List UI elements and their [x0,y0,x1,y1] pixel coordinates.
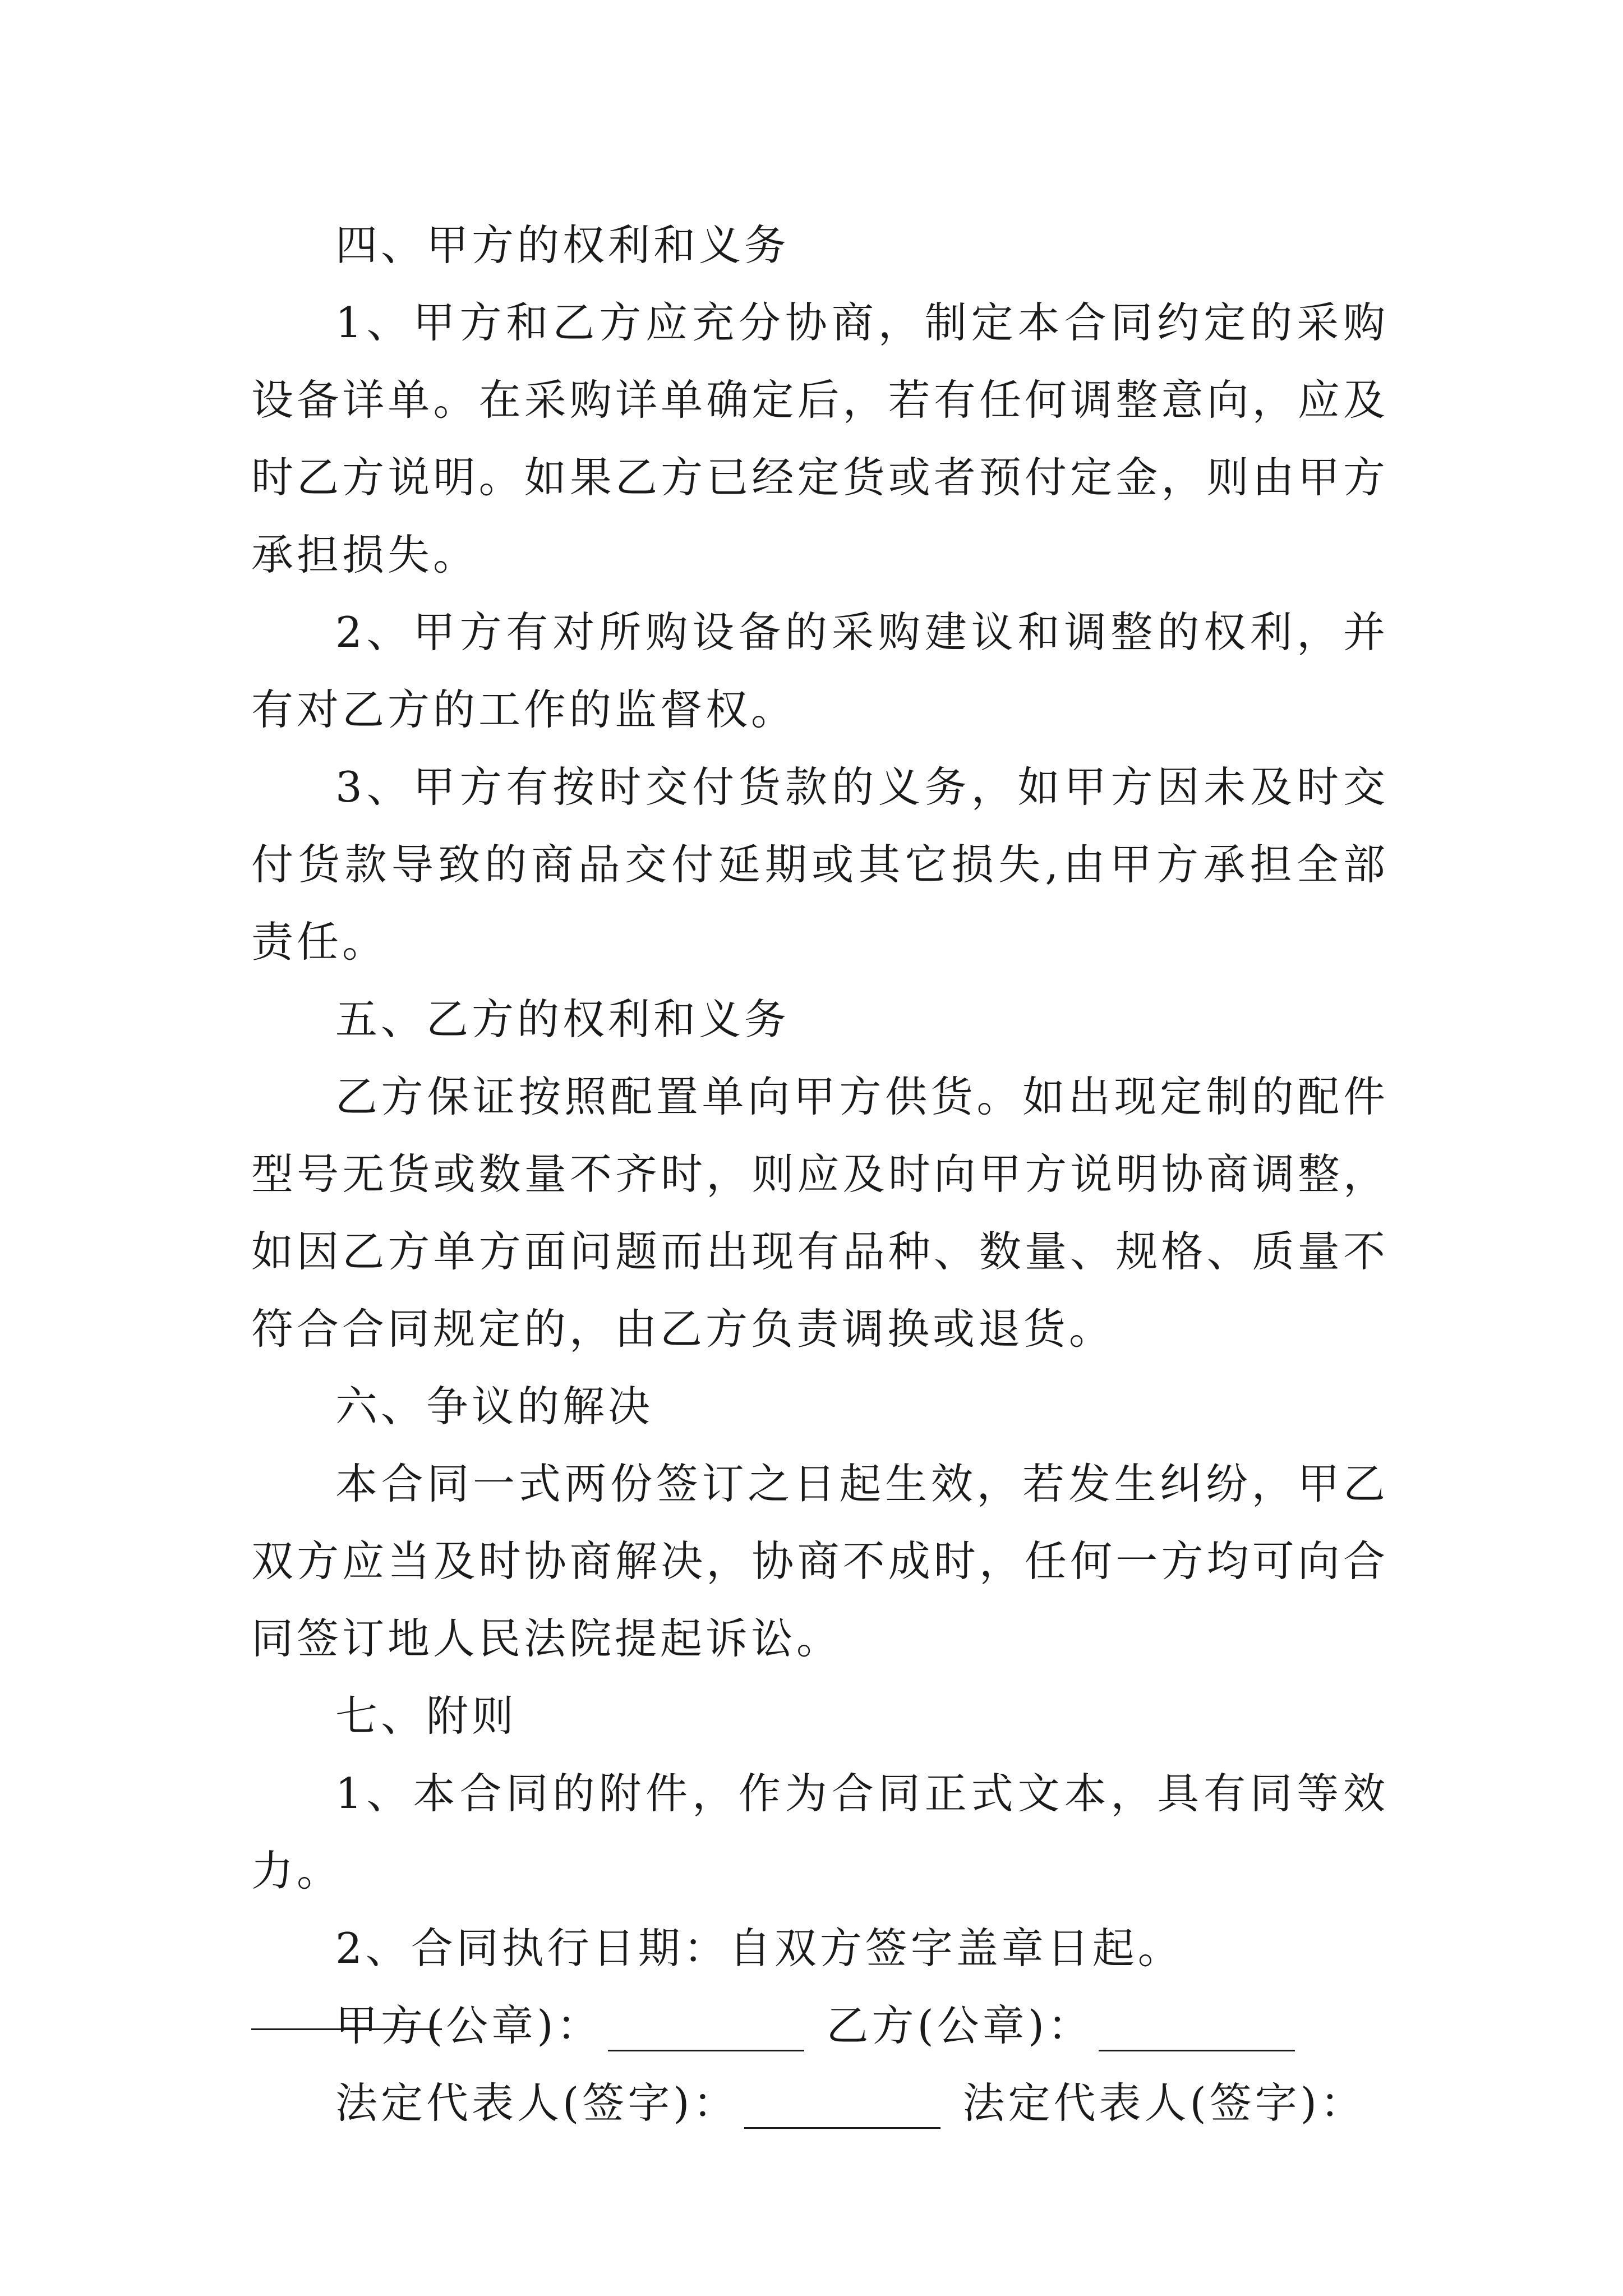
party-b-rep-blank [251,2028,442,2030]
section-heading-5: 五、乙方的权利和义务 [335,995,790,1044]
paragraph: 1、本合同的附件，作为合同正式文本，具有同等效力。 [251,1769,1389,1895]
seal-line [251,1987,1389,2064]
party-b-seal-blank [1099,2010,1295,2051]
section-heading-7: 七、附则 [335,1691,518,1741]
party-a-seal-blank [608,2010,804,2051]
section-heading-4: 四、甲方的权利和义务 [335,220,790,270]
party-a-rep-blank [744,2088,940,2129]
document-body [251,206,1389,2142]
paragraph: 1、甲方和乙方应充分协商，制定本合同约定的采购设备详单。在采购详单确定后，若有任何调整意向，应及时乙方说明。如果乙方已经定货或者预付定金，则由甲方承担损失。 [251,298,1389,579]
party-b-rep-label: 法定代表人(签字)： [962,2078,1366,2128]
paragraph: 本合同一式两份签订之日起生效，若发生纠纷，甲乙双方应当及时协商解决，协商不成时，任何一方均可向合同签订地人民法院提起诉讼。 [251,1459,1389,1663]
paragraph: 3、甲方有按时交付货款的义务，如甲方因未及时交付货款导致的商品交付延期或其它损失,由甲方承担全部责任。 [251,762,1389,967]
section-heading-6: 六、争议的解决 [335,1382,654,1431]
paragraph: 2、甲方有对所购设备的采购建议和调整的权利，并有对乙方的工作的监督权。 [251,608,1389,734]
party-a-seal-label: 甲方(公章)： [335,2001,602,2050]
party-a-rep-label: 法定代表人(签字)： [335,2078,739,2128]
paragraph: 乙方保证按照配置单向甲方供货。如出现定制的配件型号无货或数量不齐时，则应及时向甲方说明协商调整，如因乙方单方面问题而出现有品种、数量、规格、质量不符合合同规定的，由乙方负责调换或退货。 [251,1072,1389,1354]
representative-line [251,2064,1389,2142]
paragraph: 2、合同执行日期：自双方签字盖章日起。 [335,1924,1183,1973]
party-b-seal-label: 乙方(公章)： [826,2001,1094,2050]
